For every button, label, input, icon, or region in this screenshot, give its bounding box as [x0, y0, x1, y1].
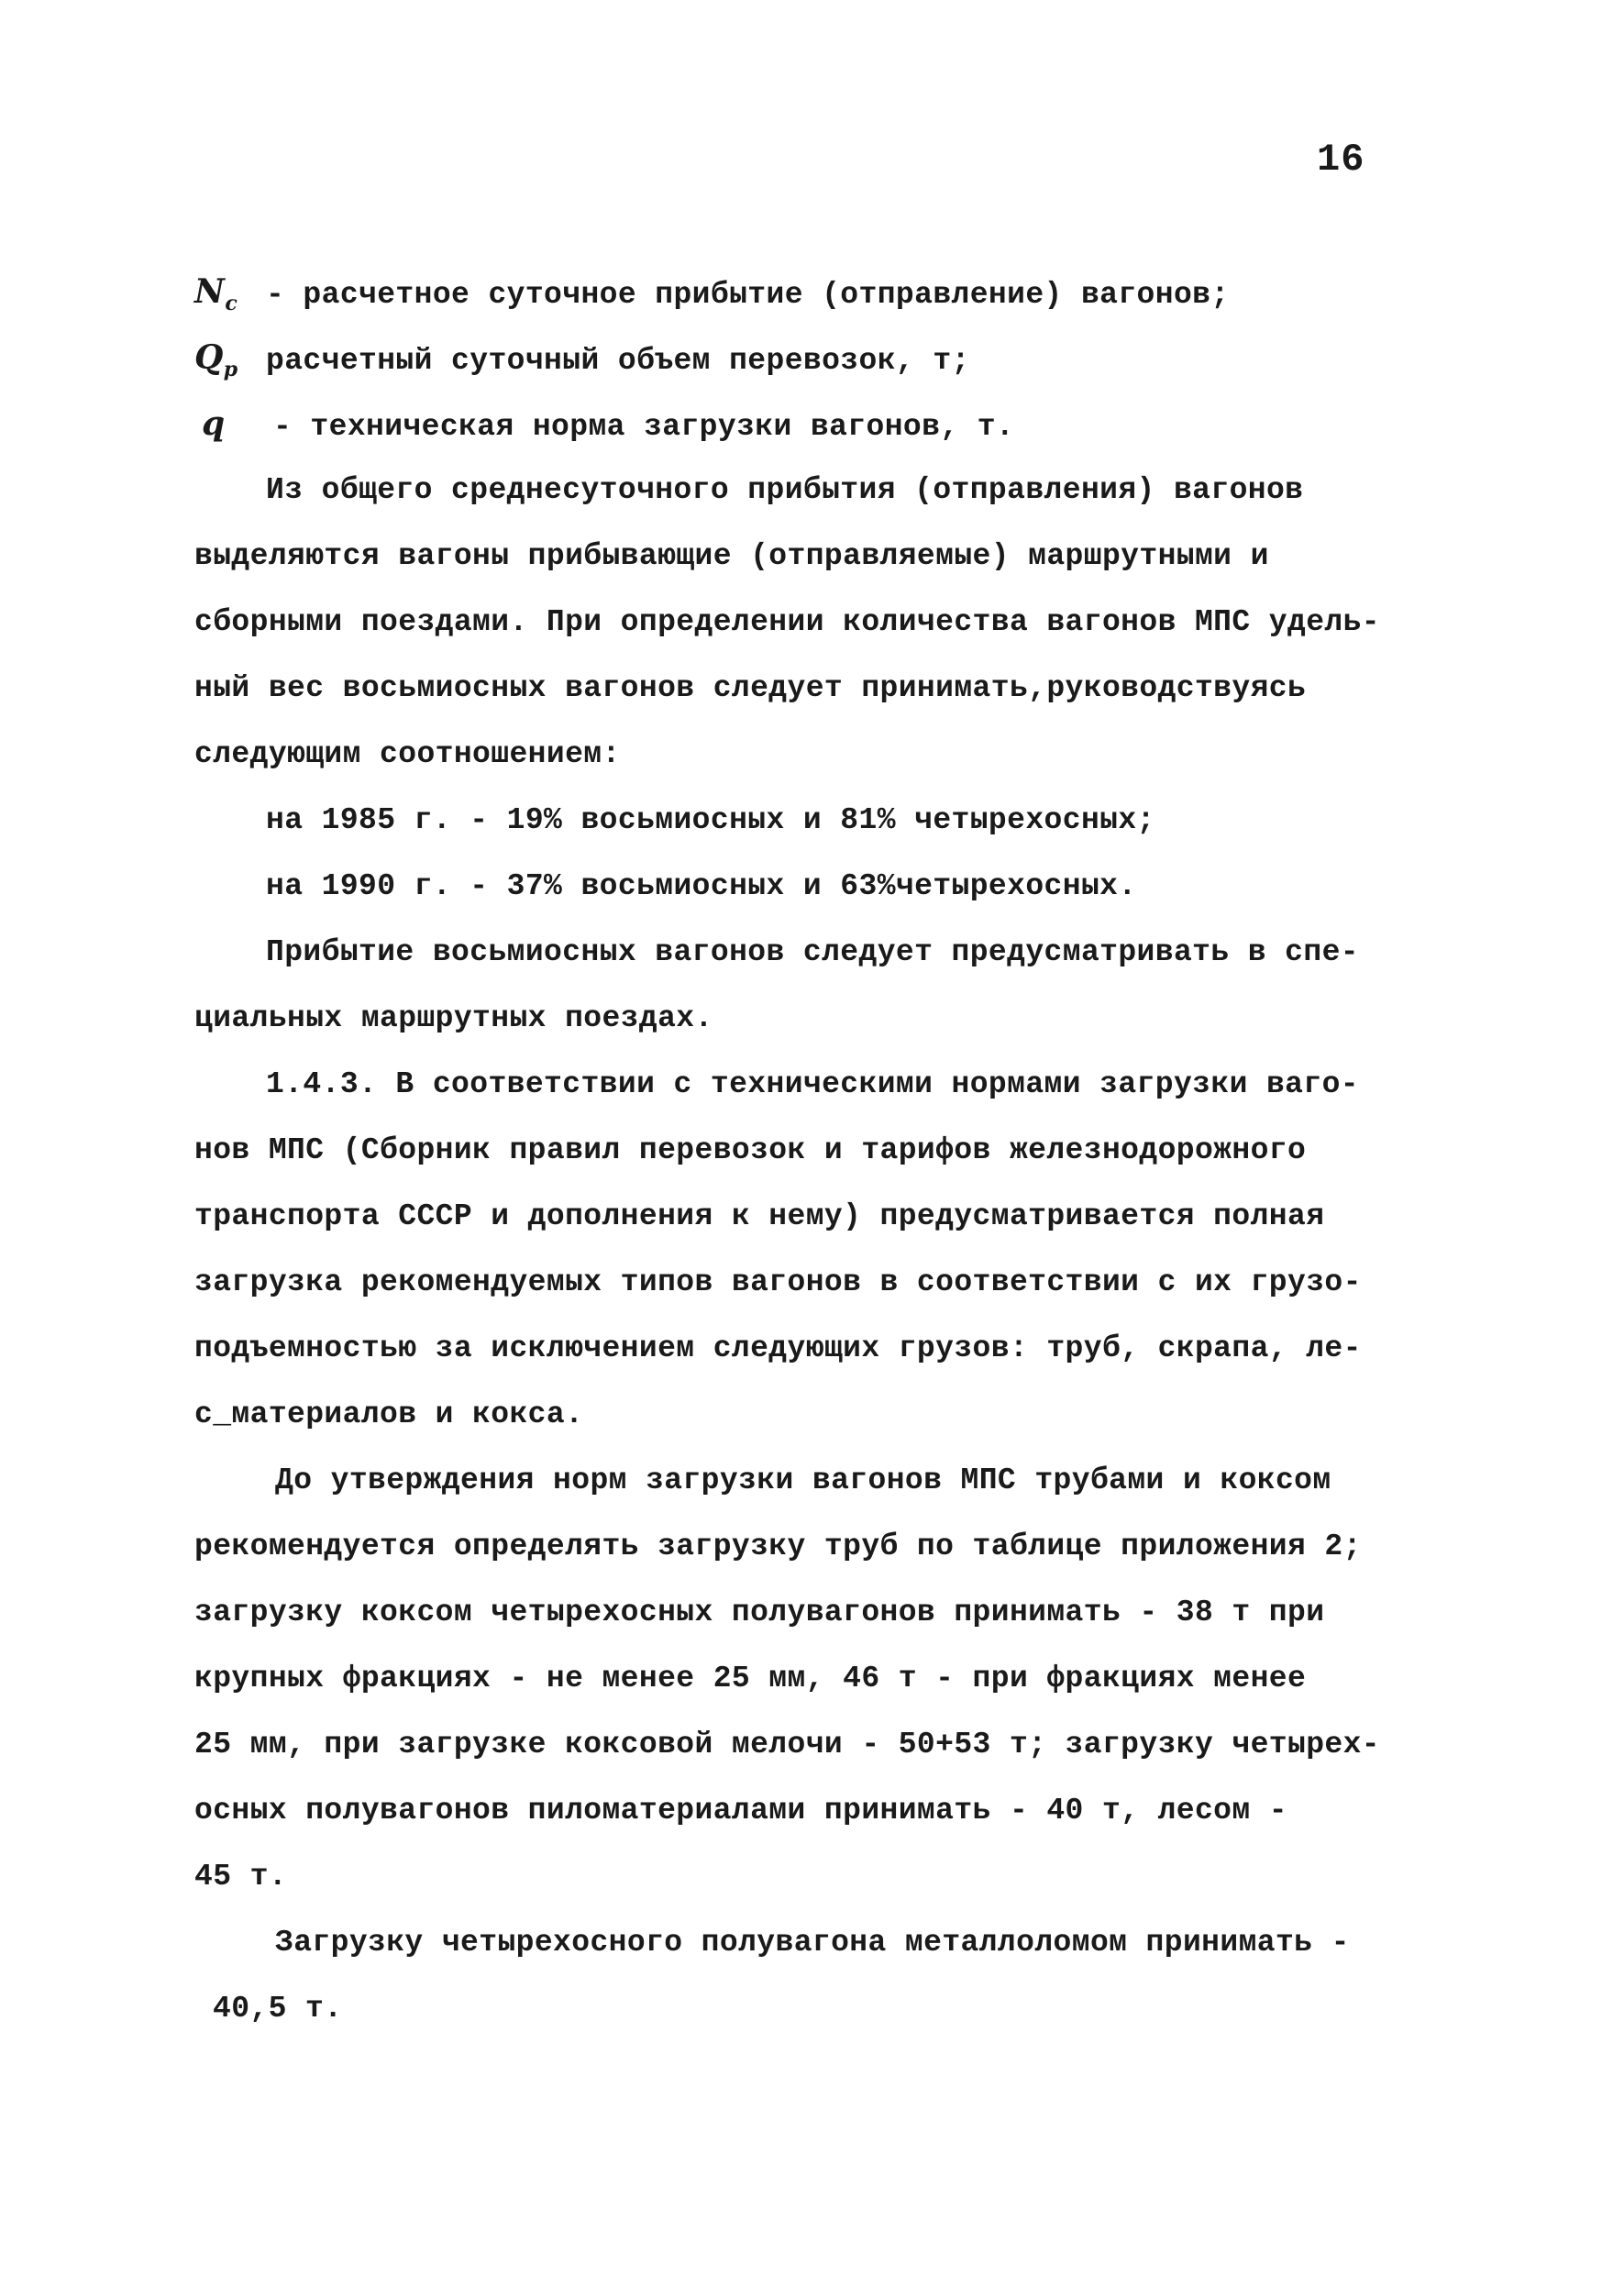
text-line: загрузку коксом четырехосных полувагонов принимать - 38 т при	[194, 1596, 1325, 1629]
text-line: на 1985 г. - 19% восьмиосных и 81% четырехосных;	[266, 803, 1155, 837]
text-line: 45 т.	[194, 1860, 288, 1894]
formula-symbol: $N_c$	[194, 272, 238, 316]
definition-text: расчетный суточный объем перевозок, т;	[266, 344, 970, 378]
definition-text: - расчетное суточное прибытие (отправление) вагонов;	[266, 278, 1230, 312]
text-line: загрузка рекомендуемых типов вагонов в соответствии с их грузо-	[194, 1265, 1362, 1299]
text-line: выделяются вагоны прибывающие (отправляемые) маршрутными и	[194, 539, 1269, 573]
text-line: на 1990 г. - 37% восьмиосных и 63%четырехосных.	[266, 869, 1137, 903]
text-line: рекомендуется определять загрузку труб по таблице приложения 2;	[194, 1530, 1362, 1563]
text-line: с_материалов и кокса.	[194, 1397, 584, 1431]
text-line: ный вес восьмиосных вагонов следует принимать,руководствуясь	[194, 671, 1307, 705]
page-number: 16	[1317, 138, 1365, 182]
text-line: транспорта СССР и дополнения к нему) предусматривается полная	[194, 1199, 1325, 1233]
text-line: 1.4.3. В соответствии с техническими нормами загрузки ваго-	[266, 1067, 1359, 1101]
definition-row	[194, 339, 970, 388]
text-line: 25 мм, при загрузке коксовой мелочи - 50+53 т; загрузку четырех-	[194, 1728, 1381, 1761]
definition-row	[194, 273, 1230, 322]
text-line: подъемностью за исключением следующих грузов: труб, скрапа, ле-	[194, 1331, 1362, 1365]
text-line: Прибытие восьмиосных вагонов следует предусматривать в спе-	[266, 935, 1359, 969]
definition-text: - техническая норма загрузки вагонов, т.	[273, 410, 1015, 444]
formula-symbol: $Q_p$	[194, 338, 238, 382]
text-line: 40,5 т.	[213, 1992, 343, 2026]
text-line: циальных маршрутных поездах.	[194, 1001, 713, 1035]
text-line: сборными поездами. При определении количества вагонов МПС удель-	[194, 605, 1381, 639]
text-line: нов МПС (Сборник правил перевозок и тарифов железнодорожного	[194, 1133, 1307, 1167]
text-line: Загрузку четырехосного полувагона металлоломом принимать -	[275, 1926, 1350, 1960]
text-line: Из общего среднесуточного прибытия (отправления) вагонов	[266, 473, 1304, 507]
definition-row	[202, 405, 1014, 454]
text-line: осных полувагонов пиломатериалами принимать - 40 т, лесом -	[194, 1794, 1287, 1828]
text-line: крупных фракциях - не менее 25 мм, 46 т - при фракциях менее	[194, 1662, 1307, 1695]
text-line: До утверждения норм загрузки вагонов МПС трубами и коксом	[275, 1463, 1331, 1497]
text-line: следующим соотношением:	[194, 737, 621, 771]
formula-symbol: q	[202, 404, 226, 443]
